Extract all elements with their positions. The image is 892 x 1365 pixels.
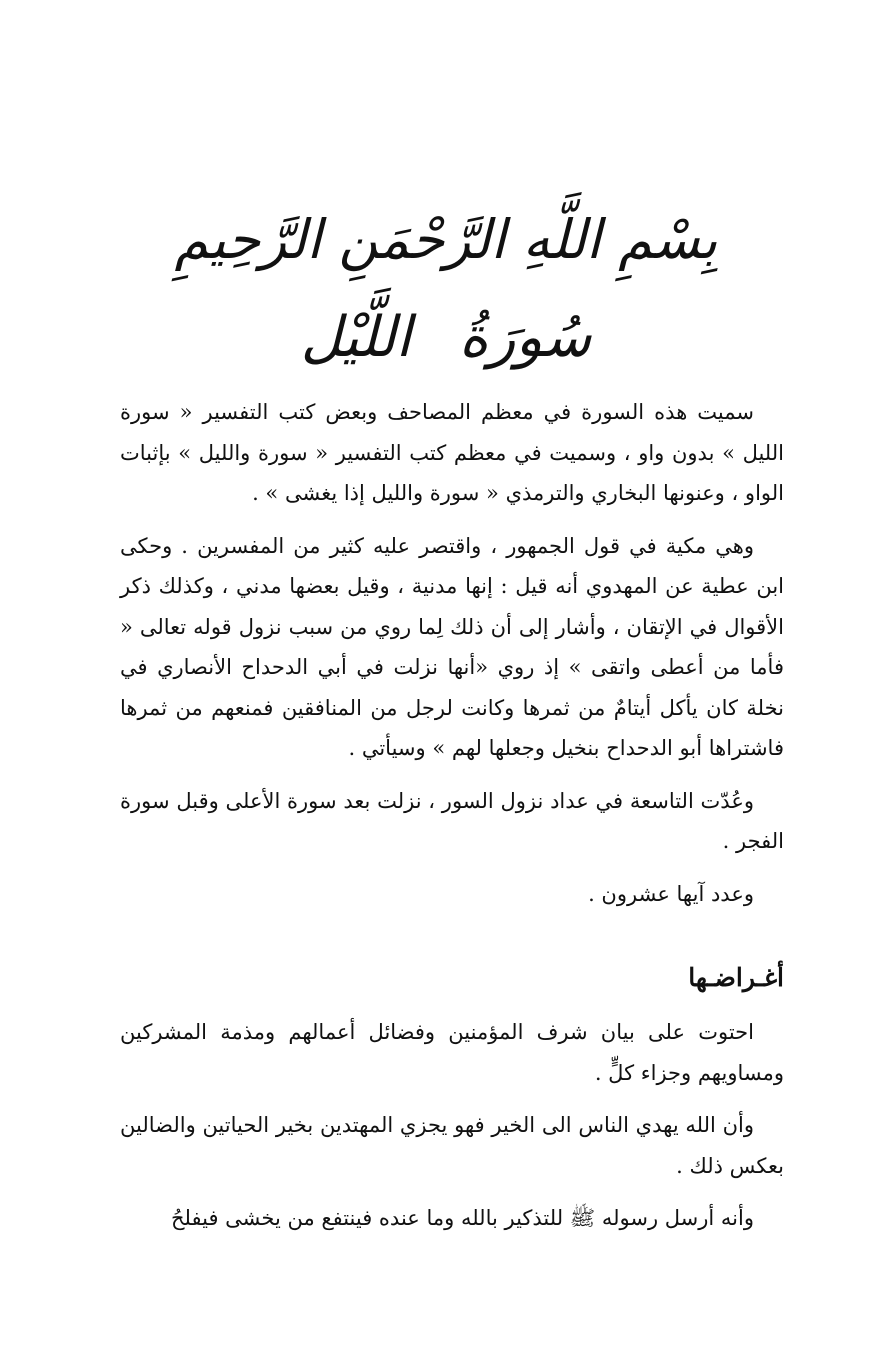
basmala-heading: بِسْمِ اللَّهِ الرَّحْمَنِ الرَّحِيمِ — [174, 208, 718, 271]
body-text — [120, 392, 784, 1251]
section-heading-objectives: أغـراضـها — [688, 963, 784, 992]
paragraph-objective-3: وأنه أرسل رسوله ﷺ للتذكير بالله وما عنده فينتفع من يخشى فيفلحُ — [171, 1206, 754, 1230]
paragraph-order: وعُدّت التاسعة في عداد نزول السور ، نزلت بعد سورة الأعلى وقبل سورة الفجر . — [120, 788, 784, 853]
paragraph-revelation: وهي مكية في قول الجمهور ، واقتصر عليه كثير من المفسرين . وحكى ابن عطية عن المهدوي أنه قيل : إنها مدنية ، وقيل بعضها مدني ، وكذلك ذكر الأقوال في الإتقان ، وأشار إلى أن ذلك لِما روي من سبب نزول قوله تعالى « فأما من أعطى واتقى » إذ روي «أنها نزلت في أبي الدحداح الأنصاري في نخلة كان يأكل أيتامٌ من ثمرها وكانت لرجل من المنافقين فمنعهم من ثمرها فاشتراها أبو الدحداح بنخيل وجعلها لهم » وسيأتي . — [120, 533, 784, 760]
paragraph-objective-2: وأن الله يهدي الناس الى الخير فهو يجزي المهتدين بخير الحياتين والضالين بعكس ذلك . — [120, 1113, 784, 1178]
paragraph-objective-1: احتوت على بيان شرف المؤمنين وفضائل أعمالهم ومذمة المشركين ومساويهم وجزاء كلٍّ . — [120, 1020, 784, 1085]
surah-title: سُورَةُ اللَّيْل — [300, 305, 592, 370]
paragraph-verse-count: وعدد آيها عشرون . — [588, 881, 754, 906]
paragraph-naming: سميت هذه السورة في معظم المصاحف وبعض كتب التفسير « سورة الليل » بدون واو ، وسميت في معظم كتب التفسير « سورة والليل » بإثبات الواو ، وعنونها البخاري والترمذي « سورة والليل إذا يغشى » . — [120, 400, 784, 505]
